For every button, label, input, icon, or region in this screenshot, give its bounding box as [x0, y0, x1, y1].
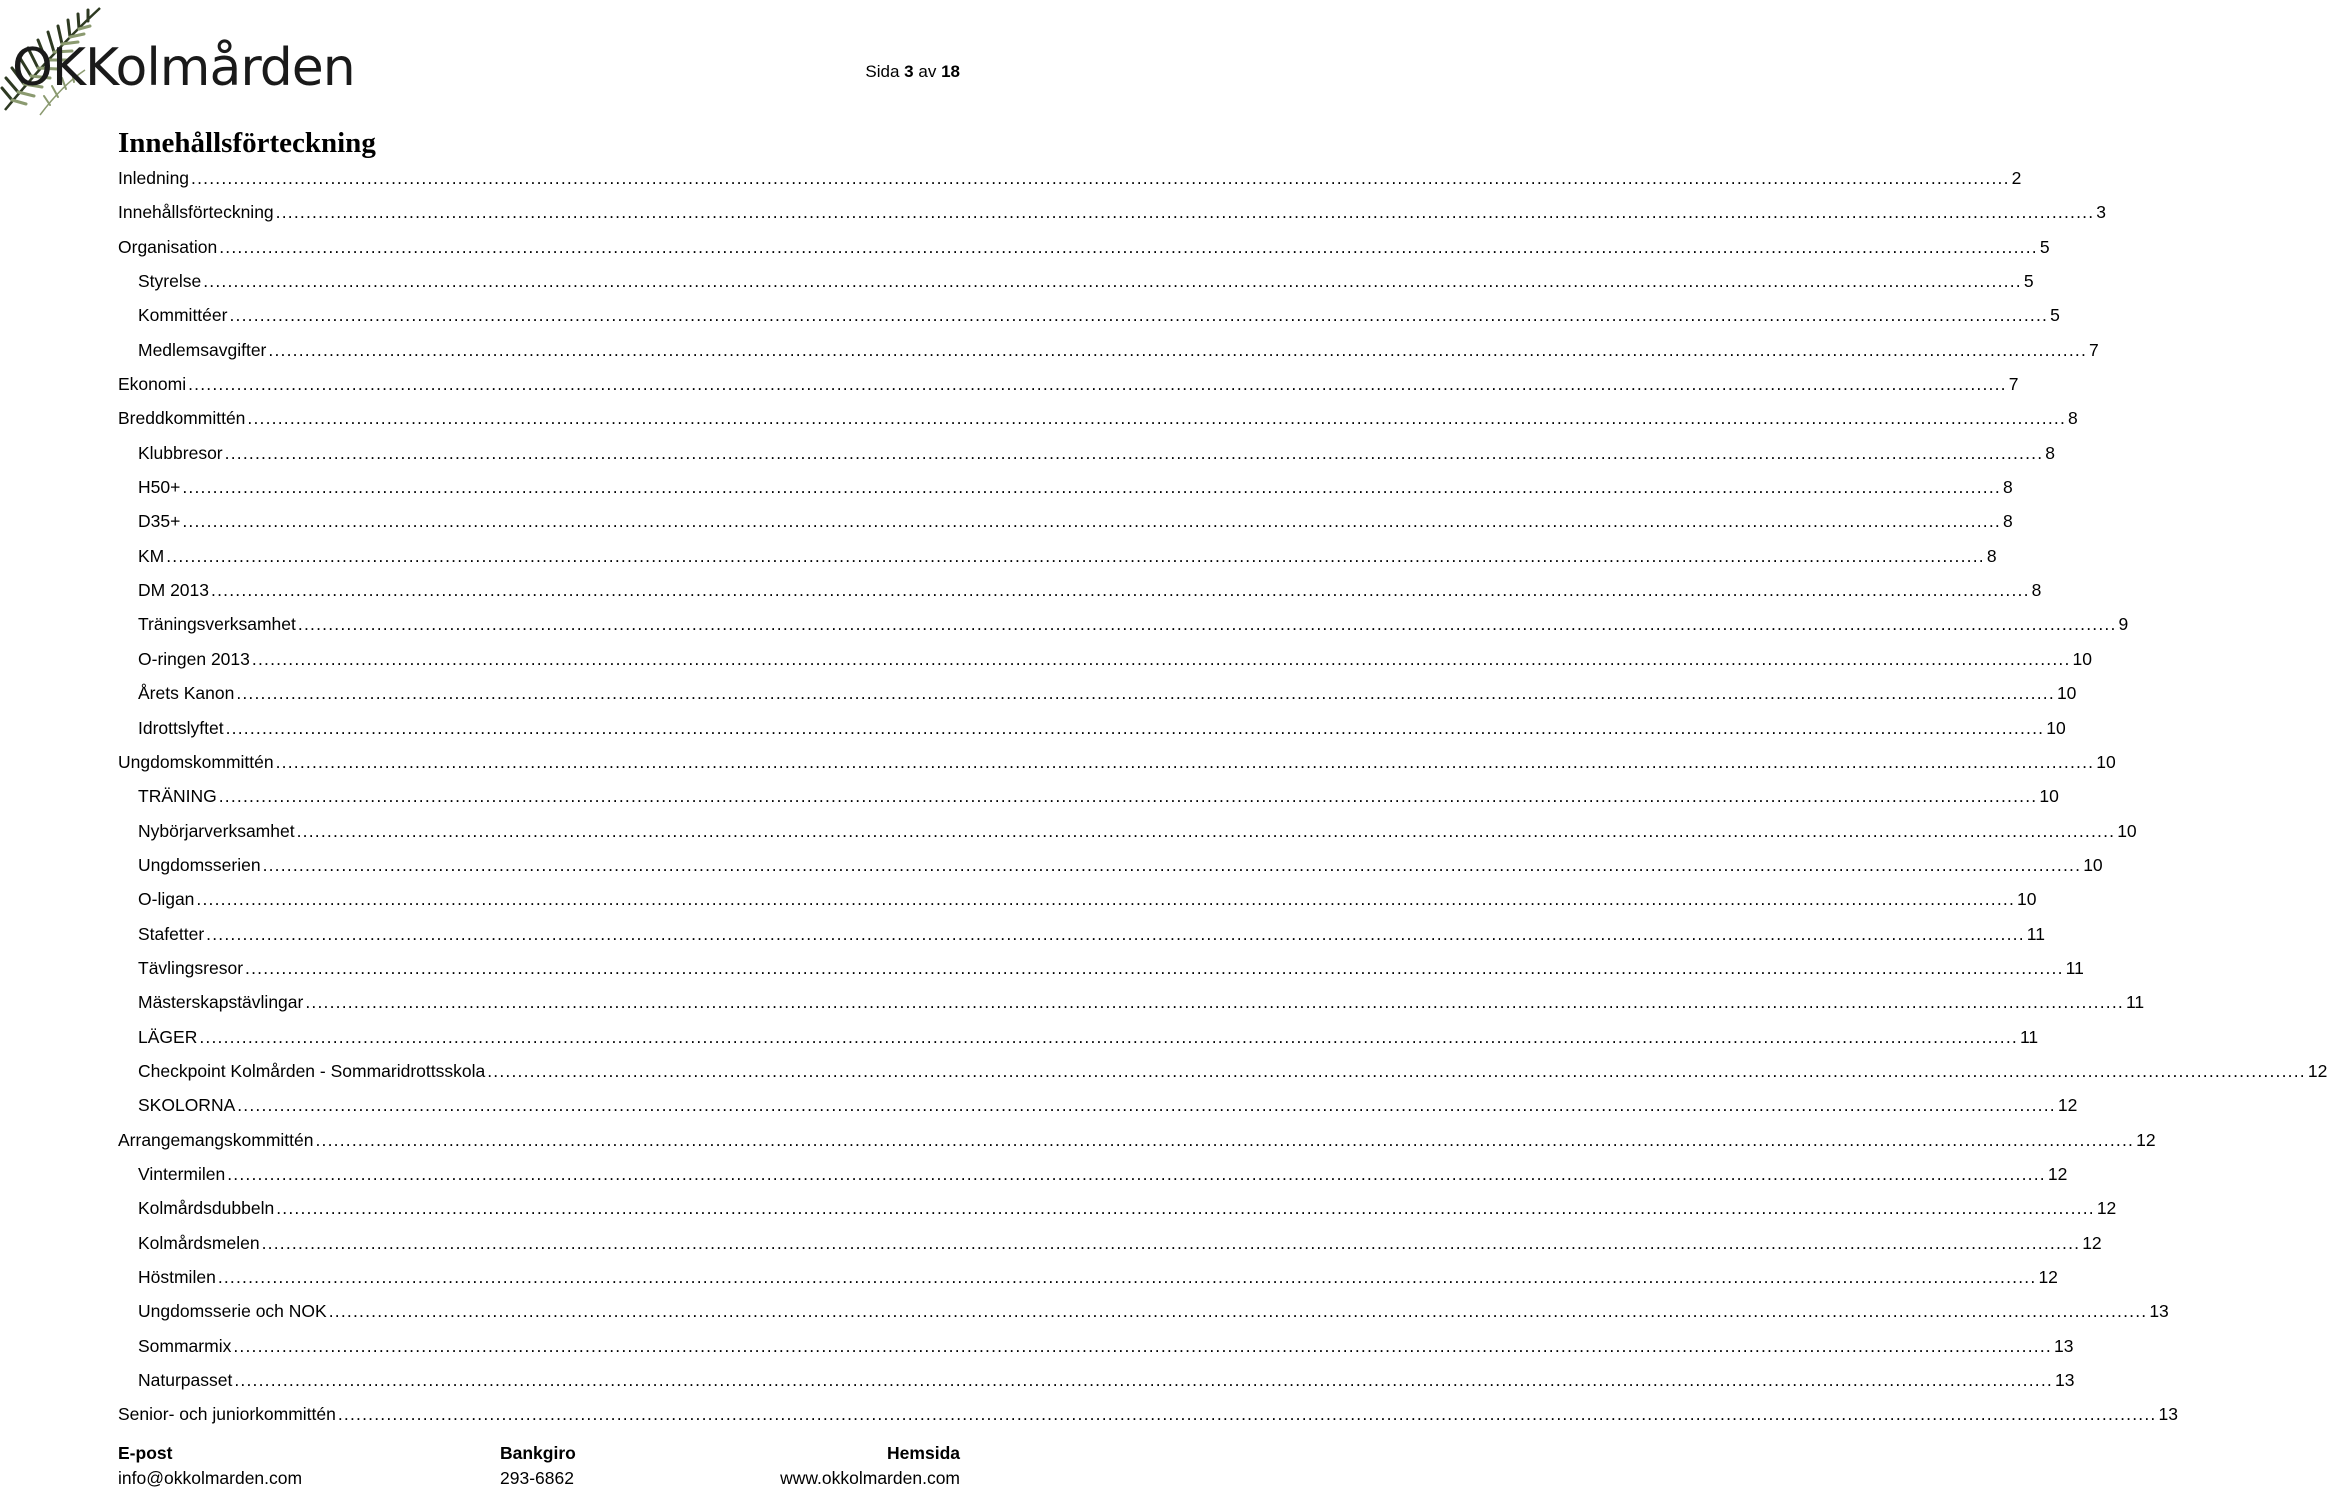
toc-entry[interactable]: [118, 985, 2145, 1019]
toc-entry-page: 10: [2083, 854, 2103, 875]
toc-entry-page: 11: [2125, 992, 2145, 1013]
toc-dot-leader: ............................................................................................................................................................................................................................................................................................................: [196, 889, 2016, 910]
toc-entry-label: Kolmårdsmelen: [138, 1232, 260, 1253]
toc-dot-leader: ............................................................................................................................................................................................................................................................................................................: [237, 1095, 2056, 1116]
toc-entry[interactable]: [118, 195, 2107, 229]
toc-dot-leader: ............................................................................................................................................................................................................................................................................................................: [261, 1232, 2081, 1253]
toc-entry-label: Organisation: [118, 236, 218, 257]
toc-entry-page: 13: [2149, 1301, 2169, 1322]
toc-entry-label: Arrangemangskommittén: [118, 1129, 314, 1150]
toc-entry-label: Checkpoint Kolmården - Sommaridrottsskola: [138, 1060, 486, 1081]
toc-entry-page: 13: [2054, 1370, 2075, 1391]
page-prefix: Sida: [865, 62, 900, 81]
fern-logo-graphic: [0, 0, 400, 118]
toc-entry[interactable]: [118, 1020, 2039, 1054]
toc-dot-leader: ............................................................................................................................................................................................................................................................................................................: [245, 957, 2064, 978]
email-heading: E-post: [118, 1443, 173, 1463]
page-separator: av: [918, 62, 937, 81]
toc-dot-leader: ............................................................................................................................................................................................................................................................................................................: [191, 168, 2010, 188]
toc-dot-leader: ............................................................................................................................................................................................................................................................................................................: [233, 1335, 2052, 1356]
toc-entry[interactable]: [118, 1363, 2075, 1397]
toc-entry-label: Styrelse: [138, 271, 202, 292]
toc-dot-leader: ............................................................................................................................................................................................................................................................................................................: [305, 992, 2124, 1013]
toc-entry[interactable]: [118, 230, 2050, 264]
toc-entry-page: 8: [2031, 580, 2042, 601]
toc-dot-leader: ............................................................................................................................................................................................................................................................................................................: [487, 1060, 2306, 1081]
toc-entry-label: Ekonomi: [118, 374, 187, 395]
toc-dot-leader: ............................................................................................................................................................................................................................................................................................................: [296, 820, 2116, 841]
toc-entry-label: Höstmilen: [138, 1267, 216, 1287]
toc-entry-label: Inledning: [118, 168, 190, 188]
toc-entry[interactable]: [118, 1088, 2078, 1122]
toc-entry-label: LÄGER: [138, 1026, 198, 1047]
toc-entry-page: 7: [2089, 339, 2099, 360]
toc-dot-leader: ............................................................................................................................................................................................................................................................................................................: [166, 545, 1985, 566]
toc-entry-label: Idrottslyftet: [138, 717, 224, 738]
toc-entry-page: 12: [2047, 1163, 2068, 1184]
toc-entry[interactable]: [118, 401, 2078, 435]
logo-text: OKKolmården: [12, 38, 355, 98]
toc-dot-leader: ............................................................................................................................................................................................................................................................................................................: [315, 1129, 2135, 1150]
toc-dot-leader: ............................................................................................................................................................................................................................................................................................................: [211, 580, 2030, 601]
toc-dot-leader: ............................................................................................................................................................................................................................................................................................................: [182, 511, 2001, 532]
toc-entry-page: 13: [2158, 1404, 2178, 1425]
toc-dot-leader: ............................................................................................................................................................................................................................................................................................................: [251, 648, 2071, 669]
toc-entry-label: Ungdomsserie och NOK: [138, 1301, 327, 1322]
website-heading: Hemsida: [887, 1443, 960, 1463]
toc-entry-page: 5: [2039, 236, 2050, 257]
toc-entry-label: Naturpasset: [138, 1370, 233, 1391]
toc-entry-label: Medlemsavgifter: [138, 339, 267, 360]
toc-dot-leader: ............................................................................................................................................................................................................................................................................................................: [188, 374, 2007, 395]
toc-entry[interactable]: [118, 814, 2137, 848]
footer-bankgiro-column: [500, 1441, 576, 1491]
footer-email-column: [118, 1441, 302, 1491]
toc-dot-leader: ............................................................................................................................................................................................................................................................................................................: [206, 923, 2025, 944]
toc-entry-page: 8: [2068, 408, 2078, 429]
toc-entry-label: Innehållsförteckning: [118, 202, 274, 223]
toc-entry-page: 12: [2082, 1232, 2102, 1253]
toc-entry-page: 10: [2117, 820, 2137, 841]
toc-entry-page: 2: [2011, 168, 2022, 188]
toc-entry[interactable]: [118, 470, 2013, 504]
toc-entry[interactable]: [118, 1123, 2156, 1157]
toc-entry-page: 8: [2045, 442, 2055, 463]
toc-entry-label: H50+: [138, 477, 181, 498]
toc-dot-leader: ............................................................................................................................................................................................................................................................................................................: [229, 305, 2049, 326]
toc-dot-leader: ............................................................................................................................................................................................................................................................................................................: [225, 717, 2045, 738]
toc-entry-page: 8: [2002, 477, 2013, 498]
toc-entry-page: 13: [2053, 1335, 2074, 1356]
toc-entry-label: TRÄNING: [138, 786, 217, 807]
toc-entry-page: 11: [2019, 1026, 2039, 1047]
toc-entry-page: 10: [2017, 889, 2037, 910]
toc-dot-leader: ............................................................................................................................................................................................................................................................................................................: [203, 271, 2022, 292]
toc-entry-page: 10: [2056, 683, 2077, 704]
toc-entry-page: 12: [2307, 1060, 2327, 1081]
toc-entry[interactable]: [118, 333, 2099, 367]
toc-entry-page: 11: [2026, 923, 2045, 944]
toc-entry-label: Klubbresor: [138, 442, 223, 463]
toc-entry-label: Nybörjarverksamhet: [138, 820, 295, 841]
toc-dot-leader: ............................................................................................................................................................................................................................................................................................................: [199, 1026, 2018, 1047]
toc-dot-leader: ............................................................................................................................................................................................................................................................................................................: [328, 1301, 2148, 1322]
bankgiro-heading: Bankgiro: [500, 1443, 576, 1463]
toc-entry-label: Vintermilen: [138, 1163, 226, 1184]
toc-entry[interactable]: [118, 779, 2059, 813]
toc-entry[interactable]: [118, 607, 2129, 641]
toc-entry-page: 10: [2072, 648, 2092, 669]
toc-entry-page: 12: [2057, 1095, 2078, 1116]
toc-entry-label: Tävlingsresor: [138, 957, 244, 978]
toc-entry[interactable]: [118, 1054, 2327, 1088]
toc-entry-page: 12: [2136, 1129, 2156, 1150]
toc-entry-label: D35+: [138, 511, 181, 532]
toc-entry[interactable]: [118, 573, 2042, 607]
page-current: 3: [904, 62, 914, 81]
toc-entry-label: O-ligan: [138, 889, 195, 910]
toc-entry-label: Träningsverksamhet: [138, 614, 296, 635]
toc-entry-label: KM: [138, 545, 165, 566]
toc-dot-leader: ............................................................................................................................................................................................................................................................................................................: [337, 1404, 2157, 1425]
toc-dot-leader: ............................................................................................................................................................................................................................................................................................................: [236, 683, 2055, 704]
toc-entry[interactable]: [118, 711, 2066, 745]
toc-entry-label: Breddkommittén: [118, 408, 246, 429]
toc-dot-leader: ............................................................................................................................................................................................................................................................................................................: [247, 408, 2067, 429]
toc-entry[interactable]: [118, 676, 2077, 710]
toc-entry[interactable]: [118, 1157, 2068, 1191]
toc-entry-label: Sommarmix: [138, 1335, 232, 1356]
toc-heading: Innehållsförteckning: [118, 127, 376, 159]
toc-entry[interactable]: [118, 642, 2092, 676]
toc-entry[interactable]: [118, 539, 1997, 573]
toc-dot-leader: ............................................................................................................................................................................................................................................................................................................: [268, 339, 2088, 360]
toc-entry-label: Årets Kanon: [138, 683, 235, 704]
toc-entry-page: 8: [2002, 511, 2013, 532]
email-link[interactable]: info@okkolmarden.com: [118, 1468, 303, 1488]
toc-entry-page: 10: [2096, 751, 2116, 772]
toc-entry-page: 3: [2096, 202, 2107, 223]
toc-entry-page: 5: [2050, 305, 2060, 326]
toc-entry-label: Senior- och juniorkommittén: [118, 1404, 336, 1425]
footer-website-column: [780, 1441, 960, 1491]
toc-entry-page: 9: [2118, 614, 2129, 635]
toc-entry-page: 11: [2065, 957, 2084, 978]
page-total: 18: [941, 62, 960, 81]
toc-entry-label: SKOLORNA: [138, 1095, 236, 1116]
toc-entry[interactable]: [118, 1260, 2058, 1294]
toc-entry[interactable]: [118, 161, 2022, 195]
toc-entry-page: 8: [1986, 545, 1997, 566]
toc-dot-leader: ............................................................................................................................................................................................................................................................................................................: [275, 751, 2095, 772]
toc-dot-leader: ............................................................................................................................................................................................................................................................................................................: [227, 1163, 2046, 1184]
toc-entry[interactable]: [118, 745, 2116, 779]
toc-entry-label: Ungdomskommittén: [118, 751, 274, 772]
toc-entry-label: DM 2013: [138, 580, 210, 601]
bankgiro-number: 293-6862: [500, 1468, 574, 1488]
toc-entry-page: 12: [2038, 1267, 2058, 1287]
toc-entry-page: 10: [2039, 786, 2059, 807]
table-of-contents: [118, 161, 2327, 1432]
toc-entry[interactable]: [118, 1191, 2117, 1225]
toc-dot-leader: ............................................................................................................................................................................................................................................................................................................: [218, 786, 2038, 807]
toc-entry[interactable]: [118, 1397, 2178, 1431]
toc-dot-leader: ............................................................................................................................................................................................................................................................................................................: [275, 202, 2095, 223]
toc-entry[interactable]: [118, 882, 2037, 916]
toc-dot-leader: ............................................................................................................................................................................................................................................................................................................: [224, 442, 2044, 463]
toc-entry-label: Kolmårdsdubbeln: [138, 1198, 275, 1219]
toc-entry[interactable]: [118, 951, 2084, 985]
toc-entry[interactable]: [118, 1329, 2074, 1363]
toc-entry[interactable]: [118, 917, 2045, 951]
toc-entry[interactable]: [118, 1294, 2169, 1328]
toc-entry-page: 7: [2008, 374, 2019, 395]
toc-entry-page: 5: [2023, 271, 2034, 292]
toc-dot-leader: ............................................................................................................................................................................................................................................................................................................: [297, 614, 2117, 635]
toc-entry[interactable]: [118, 1226, 2102, 1260]
toc-entry[interactable]: [118, 436, 2055, 470]
toc-dot-leader: ............................................................................................................................................................................................................................................................................................................: [182, 477, 2001, 498]
toc-dot-leader: ............................................................................................................................................................................................................................................................................................................: [217, 1267, 2037, 1287]
club-logo[interactable]: [0, 0, 400, 118]
toc-dot-leader: ............................................................................................................................................................................................................................................................................................................: [219, 236, 2038, 257]
toc-dot-leader: ............................................................................................................................................................................................................................................................................................................: [262, 854, 2082, 875]
website-link[interactable]: www.okkolmarden.com: [780, 1468, 960, 1488]
toc-entry[interactable]: [118, 264, 2034, 298]
toc-entry[interactable]: [118, 367, 2019, 401]
page-indicator: [865, 61, 960, 83]
toc-entry-label: Ungdomsserien: [138, 854, 261, 875]
toc-entry[interactable]: [118, 298, 2060, 332]
toc-entry-label: Mästerskapstävlingar: [138, 992, 304, 1013]
toc-entry[interactable]: [118, 848, 2103, 882]
toc-entry-label: Kommittéer: [138, 305, 228, 326]
toc-entry-label: O-ringen 2013: [138, 648, 250, 669]
toc-dot-leader: ............................................................................................................................................................................................................................................................................................................: [234, 1370, 2053, 1391]
toc-entry-label: Stafetter: [138, 923, 205, 944]
toc-entry[interactable]: [118, 504, 2013, 538]
toc-dot-leader: ............................................................................................................................................................................................................................................................................................................: [276, 1198, 2095, 1219]
toc-entry-page: 12: [2096, 1198, 2117, 1219]
toc-entry-page: 10: [2046, 717, 2066, 738]
